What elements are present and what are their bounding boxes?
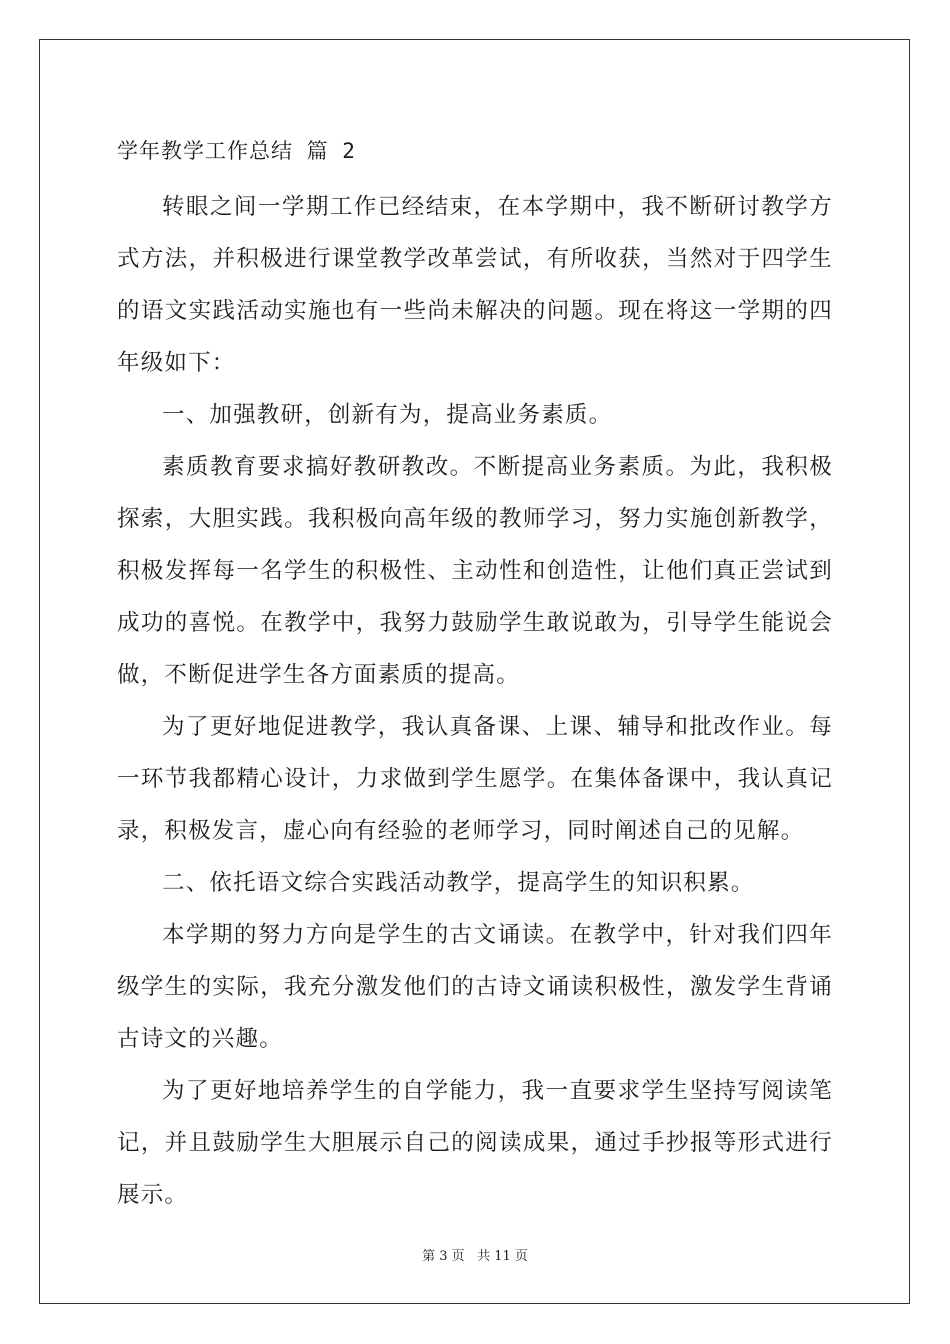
section-heading-2: 二、依托语文综合实践活动教学，提高学生的知识积累。 xyxy=(162,870,755,896)
section-heading-1: 一、加强教研，创新有为，提高业务素质。 xyxy=(162,402,613,428)
page-total: 共 11 页 xyxy=(477,1249,528,1264)
document-body xyxy=(117,126,833,1221)
paragraph-research: 素质教育要求搞好教研教改。不断提高业务素质。为此，我积极探索，大胆实践。我积极向高年级的教师学习，努力实施创新教学，积极发挥每一名学生的积极性、主动性和创造性，让他们真正尝试到成功的喜悦。在教学中，我努力鼓励学生敢说敢为，引导学生能说会做，不断促进学生各方面素质的提高。 xyxy=(117,454,833,688)
paragraph-preparation: 为了更好地促进教学，我认真备课、上课、辅导和批改作业。每一环节我都精心设计，力求做到学生愿学。在集体备课中，我认真记录，积极发言，虚心向有经验的老师学习，同时阐述自己的见解。 xyxy=(117,714,833,844)
page-footer xyxy=(0,1245,950,1264)
page-number: 第 3 页 xyxy=(422,1249,465,1264)
paragraph-classics: 本学期的努力方向是学生的古文诵读。在教学中，针对我们四年级学生的实际，我充分激发他们的古诗文诵读积极性，激发学生背诵古诗文的兴趣。 xyxy=(117,922,833,1052)
document-title: 学年教学工作总结 篇 2 xyxy=(117,139,356,163)
paragraph-intro: 转眼之间一学期工作已经结束，在本学期中，我不断研讨教学方式方法，并积极进行课堂教学改革尝试，有所收获，当然对于四学生的语文实践活动实施也有一些尚未解决的问题。现在将这一学期的四年级如下： xyxy=(117,194,833,376)
paragraph-self-study: 为了更好地培养学生的自学能力，我一直要求学生坚持写阅读笔记，并且鼓励学生大胆展示自己的阅读成果，通过手抄报等形式进行展示。 xyxy=(117,1078,833,1208)
